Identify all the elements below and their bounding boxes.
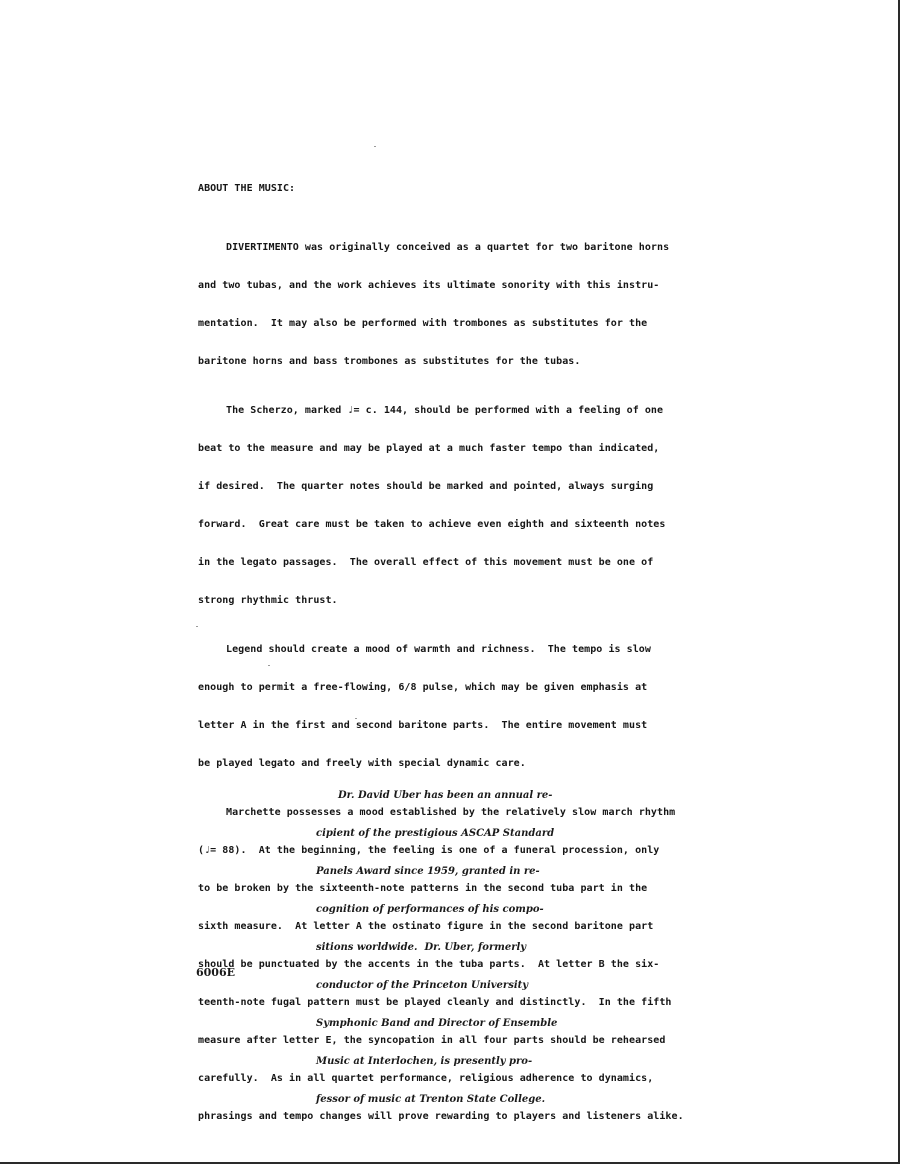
bio-line: cognition of performances of his compo-: [316, 904, 544, 915]
bio-line: conductor of the Princeton University: [316, 980, 529, 991]
text-line: (♩= 88). At the beginning, the feeling is one of a funeral procession, only: [198, 845, 660, 856]
text-line: mentation. It may also be performed with trombones as substitutes for the: [198, 318, 648, 329]
text-line: sixth measure. At letter A the ostinato figure in the second baritone part: [198, 921, 654, 932]
text-line: measure after letter E, the syncopation in all four parts should be rehearsed: [198, 1035, 666, 1046]
text-line: and two tubas, and the work achieves its ultimate sonority with this instru-: [198, 280, 660, 291]
text-line: The Scherzo, marked ♩= c. 144, should be performed with a feeling of one: [226, 405, 664, 416]
text-line: should be punctuated by the accents in the tuba parts. At letter B the six-: [198, 959, 660, 970]
text-line: forward. Great care must be taken to achieve even eighth and sixteenth notes: [198, 519, 666, 530]
catalog-number: 6006E: [196, 966, 235, 979]
text-line: Marchette possesses a mood established by the relatively slow march rhythm: [226, 807, 676, 818]
bio-line: Dr. David Uber has been an annual re-: [338, 790, 553, 801]
bio-line: Music at Interlochen, is presently pro-: [316, 1056, 533, 1067]
text-line: to be broken by the sixteenth-note patterns in the second tuba part in the: [198, 883, 648, 894]
composer-bio: [316, 766, 606, 1130]
bio-line: sitions worldwide. Dr. Uber, formerly: [316, 942, 527, 953]
section-heading: ABOUT THE MUSIC:: [198, 183, 296, 194]
text-line: strong rhythmic thrust.: [198, 595, 338, 606]
text-line: DIVERTIMENTO was originally conceived as a quartet for two baritone horns: [226, 242, 670, 253]
text-line: teenth-note fugal pattern must be played cleanly and distinctly. In the fifth: [198, 997, 672, 1008]
text-line: Legend should create a mood of warmth and richness. The tempo is slow: [226, 644, 651, 655]
bio-line: Symphonic Band and Director of Ensemble: [316, 1018, 558, 1029]
text-line: be played legato and freely with special dynamic care.: [198, 758, 526, 769]
text-line: in the legato passages. The overall effect of this movement must be one of: [198, 557, 654, 568]
text-line: enough to permit a free-flowing, 6/8 pulse, which may be given emphasis at: [198, 682, 648, 693]
scan-speck: [374, 146, 376, 147]
text-line: beat to the measure and may be played at a much faster tempo than indicated,: [198, 443, 660, 454]
text-line: letter A in the first and second baritone parts. The entire movement must: [198, 720, 648, 731]
bio-line: Panels Award since 1959, granted in re-: [316, 866, 540, 877]
bio-line: fessor of music at Trenton State College.: [316, 1094, 546, 1105]
text-line: baritone horns and bass trombones as substitutes for the tubas.: [198, 356, 581, 367]
text-line: if desired. The quarter notes should be marked and pointed, always surging: [198, 481, 654, 492]
bio-line: cipient of the prestigious ASCAP Standard: [316, 828, 555, 839]
text-line: phrasings and tempo changes will prove rewarding to players and listeners alike.: [198, 1111, 684, 1122]
text-line: carefully. As in all quartet performance, religious adherence to dynamics,: [198, 1073, 654, 1084]
